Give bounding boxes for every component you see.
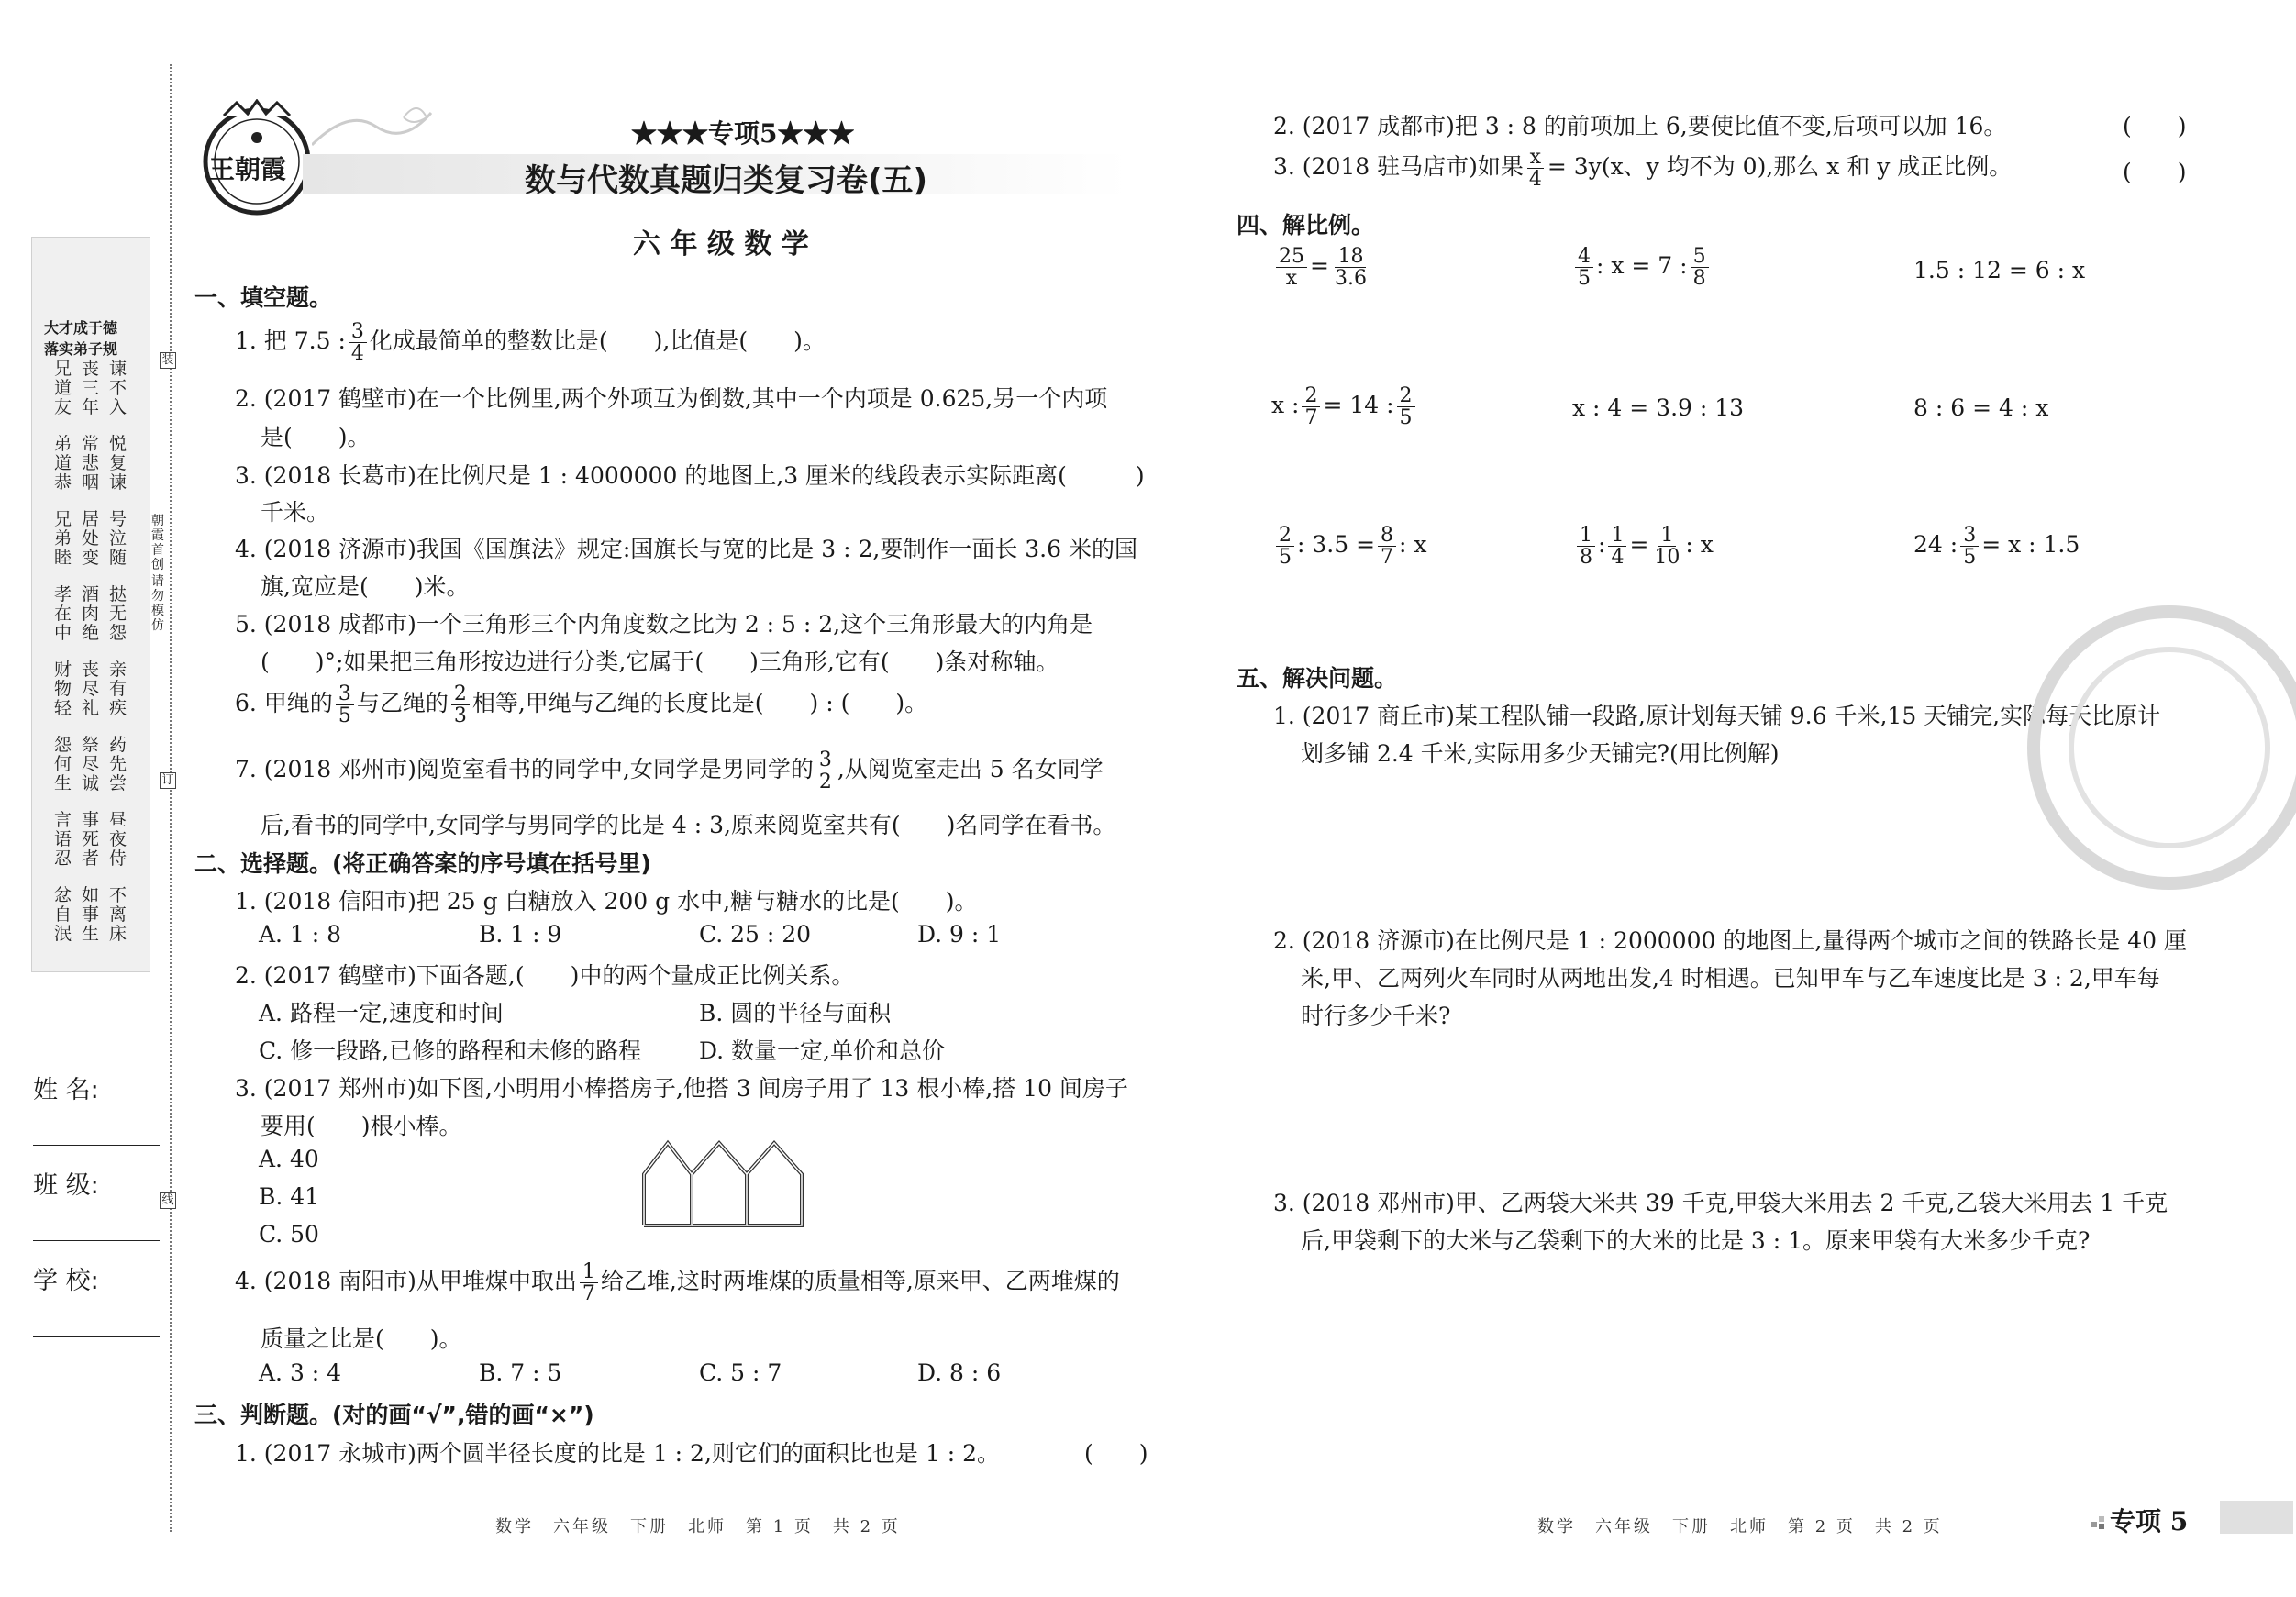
fill-q5-line2: ( )°;如果把三角形按边进行分类,它属于( )三角形,它有( )条对称轴。 (261, 649, 1059, 675)
fill-q2-line2: 是( )。 (261, 424, 371, 450)
problem-2-line2: 米,甲、乙两列火车同时从两地出发,4 时相遇。已知甲车与乙车速度比是 3 : 2,甲车每 (1301, 965, 2160, 992)
series-label: ★★★专项5★★★ (631, 118, 855, 149)
problem-2-line1: 2. (2018 济源市)在比例尺是 1 : 2000000 的地图上,量得两个城市之间的铁路长是 40 厘 (1273, 927, 2187, 954)
sidebar-verse-21: 昼夜侍 (108, 810, 127, 869)
footer-page-1: 数学 六年级 下册 北师 第 1 页 共 2 页 (495, 1517, 901, 1536)
fill-q3-line2: 千米。 (261, 499, 330, 526)
sidebar-verse-16: 怨何生 (53, 735, 72, 793)
choice-q2-option-a[interactable]: A. 路程一定,速度和时间 (259, 1000, 504, 1026)
binding-seal-2: 订 (160, 772, 176, 789)
choice-q2-option-b[interactable]: B. 圆的半径与面积 (699, 1000, 892, 1026)
proportion-eq-7: $\frac{2}{5}$ : 3.5 = $\frac{8}{7}$ : x (1273, 525, 1427, 568)
choice-q1-option-b[interactable]: B. 1 : 9 (479, 921, 562, 948)
choice-q4-line2: 质量之比是( )。 (261, 1325, 462, 1352)
sidebar-verse-10: 孝在中 (53, 584, 72, 643)
sidebar-verse-12: 挞无怨 (108, 584, 127, 643)
proportion-eq-8: $\frac{1}{8}$ : $\frac{1}{4}$ = $\frac{1}{10}$ : x (1574, 525, 1714, 568)
fill-q6: 6. 甲绳的 $\frac{3}{5}$ 与乙绳的 $\frac{2}{3}$ 相等,甲绳与乙绳的长度比是( ) : ( )。 (235, 682, 928, 728)
section-proportion-title: 四、解比例。 (1237, 212, 1375, 238)
name-label: 姓 名: (33, 1076, 99, 1104)
sidebar-verse-11: 酒肉绝 (81, 584, 99, 643)
problem-2-line3: 时行多少千米? (1301, 1003, 1451, 1029)
sidebar-motto-1: 大才成于德 (44, 319, 118, 337)
proportion-eq-4: x : $\frac{2}{7}$ = 14 : $\frac{2}{5}$ (1271, 385, 1418, 428)
proportion-eq-1: $\frac{25}{x}$ = $\frac{18}{3.6}$ (1273, 246, 1372, 289)
sidebar-verse-20: 事死者 (81, 810, 99, 869)
judge-q2: 2. (2017 成都市)把 3 : 8 的前项加上 6,要使比值不变,后项可以加 16。 (1273, 113, 2007, 139)
judge-q1: 1. (2017 永城市)两个圆半径长度的比是 1 : 2,则它们的面积比也是 1 : 2。 (235, 1440, 1000, 1467)
sidebar-verse-22: 忿自泯 (53, 885, 72, 944)
choice-q3-option-b[interactable]: B. 41 (259, 1183, 320, 1210)
sidebar-motto-2: 落实弟子规 (44, 340, 118, 358)
sidebar-verse-4: 弟道恭 (53, 434, 72, 493)
choice-q3-option-c[interactable]: C. 50 (259, 1221, 319, 1248)
fill-q5-line1: 5. (2018 成都市)一个三角形三个内角度数之比为 2 : 5 : 2,这个三角形最大的内角是 (235, 611, 1093, 638)
choice-q1-option-a[interactable]: A. 1 : 8 (259, 921, 342, 948)
section-judge-title: 三、判断题。(对的画“√”,错的画“×”) (194, 1402, 594, 1428)
sidebar-verse-3: 谏不入 (108, 359, 127, 417)
school-field[interactable] (33, 1336, 160, 1337)
badge-bar (2220, 1501, 2293, 1534)
school-label: 学 校: (33, 1267, 99, 1295)
secret-stamp-inner-ring (2069, 647, 2270, 848)
choice-q2-option-d[interactable]: D. 数量一定,单价和总价 (699, 1037, 945, 1064)
choice-q4-line1: 4. (2018 南阳市)从甲堆煤中取出 $\frac{1}{7}$ 给乙堆,这时两堆煤的质量相等,原来甲、乙两堆煤的 (235, 1260, 1120, 1306)
proportion-eq-9: 24 : $\frac{3}{5}$ = x : 1.5 (1913, 524, 2080, 570)
judge-q1-answer[interactable]: ( ) (1084, 1440, 1148, 1467)
choice-q2-option-c[interactable]: C. 修一段路,已修的路程和未修的路程 (259, 1037, 642, 1064)
choice-q3-line1: 3. (2017 郑州市)如下图,小明用小棒搭房子,他搭 3 间房子用了 13 根小棒,搭 10 间房子 (235, 1075, 1128, 1102)
fill-q7-line2: 后,看书的同学中,女同学与男同学的比是 4 : 3,原来阅览室共有( )名同学在看书。 (261, 812, 1116, 838)
choice-q1-option-d[interactable]: D. 9 : 1 (917, 921, 1002, 948)
problem-1-line1: 1. (2017 商丘市)某工程队铺一段路,原计划每天铺 9.6 千米,15 天铺完,实际每天比原计 (1273, 703, 2161, 729)
name-field[interactable] (33, 1145, 160, 1146)
fill-q4-line2: 旗,宽应是( )米。 (261, 573, 470, 600)
sidebar-verse-23: 如事生 (81, 885, 99, 944)
sidebar-verse-8: 居处变 (81, 509, 99, 568)
choice-q1-option-c[interactable]: C. 25 : 20 (699, 921, 812, 948)
choice-q4-option-b[interactable]: B. 7 : 5 (479, 1359, 562, 1386)
sidebar-verse-18: 药先尝 (108, 735, 127, 793)
problem-1-line2: 划多铺 2.4 千米,实际用多少天铺完?(用比例解) (1301, 740, 1780, 767)
sidebar-verse-9: 号泣随 (108, 509, 127, 568)
binding-seal-3: 线 (160, 1192, 176, 1209)
problem-3-line1: 3. (2018 邓州市)甲、乙两袋大米共 39 千克,甲袋大米用去 2 千克,乙袋大米用去 1 千克 (1273, 1190, 2168, 1216)
judge-q3-answer[interactable]: ( ) (2123, 159, 2187, 185)
choice-q1: 1. (2018 信阳市)把 25 g 白糖放入 200 g 水中,糖与糖水的比是( )。 (235, 888, 978, 915)
proportion-eq-6: 8 : 6 = 4 : x (1913, 394, 2049, 421)
choice-q4-option-d[interactable]: D. 8 : 6 (917, 1359, 1002, 1386)
sidebar-verse-7: 兄弟睦 (53, 509, 72, 568)
choice-q4-option-c[interactable]: C. 5 : 7 (699, 1359, 782, 1386)
judge-q2-answer[interactable]: ( ) (2123, 113, 2187, 139)
binding-seal-1: 装 (160, 352, 176, 369)
sidebar-verse-1: 兄道友 (53, 359, 72, 417)
exam-title: 数与代数真题归类复习卷(五) (525, 162, 928, 199)
stick-houses-figure (640, 1137, 807, 1229)
fill-q3-line1: 3. (2018 长葛市)在比例尺是 1 : 4000000 的地图上,3 厘米的线段表示实际距离( ) (235, 462, 1145, 489)
sidebar-verse-15: 亲有疾 (108, 660, 127, 718)
sidebar-verse-2: 丧三年 (81, 359, 99, 417)
section-choice-title: 二、选择题。(将正确答案的序号填在括号里) (194, 850, 651, 877)
proportion-eq-3: 1.5 : 12 = 6 : x (1913, 257, 2086, 283)
section-fill-title: 一、填空题。 (194, 284, 333, 311)
badge-dots-icon (2091, 1510, 2110, 1536)
logo-text: 王朝霞 (209, 154, 287, 184)
sidebar-verse-14: 丧尽礼 (81, 660, 99, 718)
proportion-eq-5: x : 4 = 3.9 : 13 (1572, 394, 1745, 421)
sidebar-verse-6: 悦复谏 (108, 434, 127, 493)
sidebar-verse-5: 常悲咽 (81, 434, 99, 493)
choice-q3-line2: 要用( )根小棒。 (261, 1113, 462, 1139)
judge-q3: 3. (2018 驻马店市)如果 $\frac{x}{4}$ = 3y(x、y 均不为 0),那么 x 和 y 成正比例。 (1273, 146, 2013, 192)
side-note-1: 朝霞首创 (151, 514, 164, 572)
sidebar-verse-13: 财物轻 (53, 660, 72, 718)
choice-q3-option-a[interactable]: A. 40 (259, 1146, 319, 1172)
problem-3-line2: 后,甲袋剩下的大米与乙袋剩下的大米的比是 3 : 1。原来甲袋有大米多少千克? (1301, 1227, 2091, 1254)
footer-page-2: 数学 六年级 下册 北师 第 2 页 共 2 页 (1537, 1517, 1943, 1536)
sidebar-verse-24: 不离床 (108, 885, 127, 944)
proportion-eq-2: $\frac{4}{5}$ : x = 7 : $\frac{5}{8}$ (1572, 246, 1712, 289)
fill-q7-line1: 7. (2018 邓州市)阅览室看书的同学中,女同学是男同学的 $\frac{3}{2}$ ,从阅览室走出 5 名女同学 (235, 749, 1104, 794)
series-badge: 专项 5 (2110, 1506, 2189, 1536)
fill-q4-line1: 4. (2018 济源市)我国《国旗法》规定:国旗长与宽的比是 3 : 2,要制作一面长 3.6 米的国 (235, 536, 1137, 562)
class-field[interactable] (33, 1240, 160, 1241)
side-note-2: 请勿模仿 (151, 574, 164, 633)
sidebar-verse-19: 言语忍 (53, 810, 72, 869)
choice-q2: 2. (2017 鹤壁市)下面各题,( )中的两个量成正比例关系。 (235, 962, 855, 989)
fill-q1: 1. 把 7.5 : $\frac{3}{4}$ 化成最简单的整数比是( ),比值是( )。 (235, 320, 826, 366)
binding-line (170, 64, 172, 1532)
class-label: 班 级: (33, 1171, 99, 1200)
choice-q4-option-a[interactable]: A. 3 : 4 (259, 1359, 342, 1386)
sidebar-verse-17: 祭尽诚 (81, 735, 99, 793)
section-problems-title: 五、解决问题。 (1237, 665, 1398, 692)
fill-q2-line1: 2. (2017 鹤壁市)在一个比例里,两个外项互为倒数,其中一个内项是 0.625,另一个内项 (235, 385, 1108, 412)
exam-subtitle: 六 年 级 数 学 (633, 228, 809, 261)
